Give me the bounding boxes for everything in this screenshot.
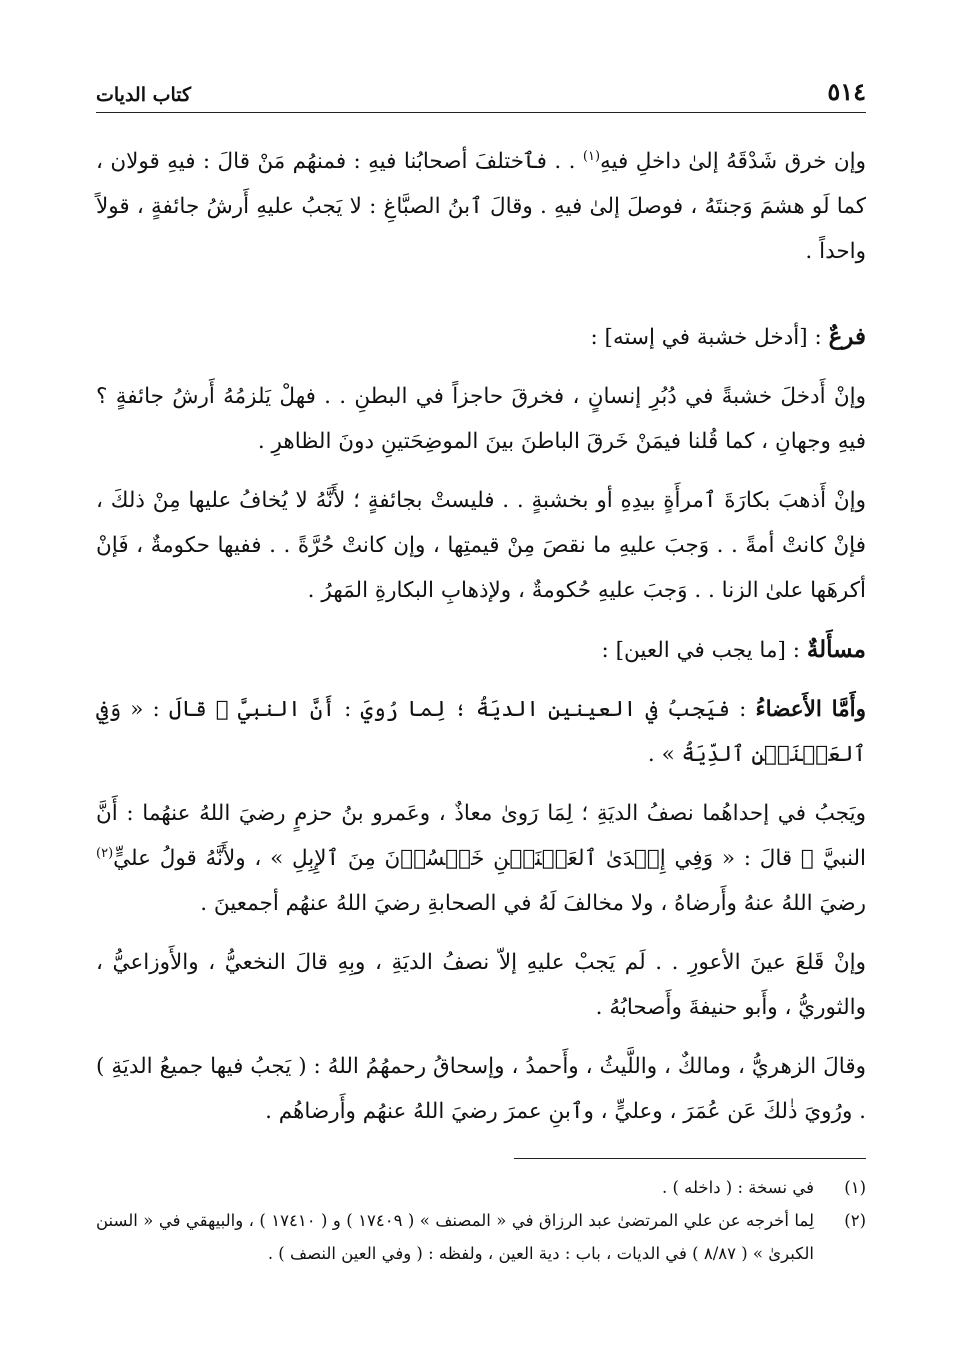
page-number: ٥١٤ — [827, 77, 866, 106]
spacer — [96, 288, 866, 314]
far-label: فرعٌ — [828, 323, 866, 350]
book-page — [96, 72, 866, 1328]
far-title: : [أدخل خشبة في إسته] : — [590, 325, 822, 350]
footnote-ref-1[interactable]: (١) — [582, 148, 601, 164]
footnotes — [96, 1171, 866, 1270]
paragraph — [96, 791, 866, 926]
main-text — [96, 139, 866, 1134]
paragraph-text: ويَجبُ في إحداهُما نصفُ الديَةِ ؛ لِمَا رَوىٰ معاذٌ ، وعَمرو بنُ حزمٍ رضيَ اللهُ عنهُما : أَنَّ النبيَّ ﷺ قالَ : « وَفِي إِحۡدَىٰ ٱلعَيۡنَيۡنِ خَمۡسُوۡنَ مِنَ ٱلإِبِلِ » ، ولأَنَّهُ قولُ عليٍّ — [96, 801, 866, 871]
footnote-text: في نسخة : ( داخله ) . — [661, 1178, 814, 1197]
paragraph: وإنْ أَذهبَ بكارَةَ ٱمرأَةٍ بيدِهِ أو بخشبةٍ . . فليستْ بجائفةٍ ؛ لأَنَّهُ لا يُخافُ عليها مِنْ ذلكَ ، فإنْ كانتْ أمةً . . وَجبَ عليهِ ما نقصَ مِنْ قيمتِها ، وإن كانتْ حُرَّةً . . ففيها حكومةٌ ، فَإنْ أكرهَها علىٰ الزنا . . وَجبَ عليهِ حُكومةٌ ، ولإذهابِ البكارةِ المَهرُ . — [96, 488, 866, 603]
footnote-number: (١) — [844, 1178, 866, 1197]
paragraph-text: وإن خرق شَدْقَهُ إلىٰ داخلِ فيهِ — [600, 149, 866, 174]
footnote-separator — [514, 1158, 866, 1159]
paragraph: وقالَ الزهريُّ ، ومالكٌ ، واللَّيثُ ، وأَحمدُ ، وإسحاقُ رحمهُمُ اللهُ : ( يَجبُ فيها جميعُ الديَةِ ) . ورُويَ ذٰلكَ عَن عُمَرَ ، وعليٍّ ، وٱبنِ عمرَ رضيَ اللهُ عنهُم وأَرضاهُم . — [96, 1054, 866, 1124]
paragraph: وإنْ قَلعَ عينَ الأعورِ . . لَم يَجبْ عليهِ إلاّ نصفُ الديَةِ ، وبِهِ قالَ النخعيُّ ، والأَوزاعيُّ ، والثوريُّ ، وأَبو حنيفةَ وأَصحابُهُ . — [96, 950, 866, 1020]
footnote-ref-2[interactable]: (٢) — [96, 845, 114, 861]
paragraph — [96, 139, 866, 274]
page-header — [96, 72, 866, 113]
lead-phrase: وأَمَّا الأَعضاءُ — [755, 697, 866, 722]
footnote-text: لِما أخرجه عن علي المرتضىٰ عبد الرزاق في « المصنف » ( ١٧٤٠٩ ) و ( ١٧٤١٠ ) ، والبيهقي في « السنن الكبرىٰ » ( ٨/٨٧ ) في الديات ، باب : دية العين ، ولفظه : ( وفي العين النصف ) . — [96, 1211, 814, 1263]
footnote — [96, 1204, 866, 1270]
running-title: كتاب الديات — [96, 84, 192, 106]
footnote-number: (٢) — [844, 1211, 866, 1230]
footnote — [96, 1171, 866, 1204]
masala-title: : [ما يجب في العين] : — [601, 638, 800, 663]
section-heading — [96, 314, 866, 360]
paragraph: وإنْ أَدخلَ خشبةً في دُبُرِ إنسانٍ ، فخرقَ حاجزاً في البطنِ . . فهلْ يَلزمُهُ أَرشُ جائفةٍ ؟ فيهِ وجهانِ ، كما قُلنا فيمَنْ خَرقَ الباطنَ بينَ الموضِحَتينِ دونَ الظاهرِ . — [96, 384, 866, 454]
masala-label: مسأَلةٌ — [806, 636, 866, 663]
section-heading — [96, 627, 866, 673]
paragraph-text: : فيَجبُ في العينينِ الديَةُ ؛ لِما رُويَ : أَنَّ النبيَّ ﷺ قالَ : « وَفِي ٱلعَيۡنَيۡنِ ٱلدِّيَةُ » . — [96, 697, 866, 767]
paragraph-text: . . فٱختلفَ أصحابُنا فيهِ : فمنهُم مَنْ قالَ : فيهِ قولان ، كما لَو هشمَ وَجنتَهُ ، فوصلَ إلىٰ فيهِ . وقالَ ٱبنُ الصبَّاغِ : لا يَجبُ عليهِ أَرشُ جائفةٍ ، قولاً واحداً . — [96, 149, 866, 264]
paragraph — [96, 687, 866, 777]
paragraph-text: رضيَ اللهُ عنهُ وأَرضاهُ ، ولا مخالفَ لَهُ في الصحابةِ رضيَ اللهُ عنهُم أجمعينَ . — [200, 891, 866, 916]
